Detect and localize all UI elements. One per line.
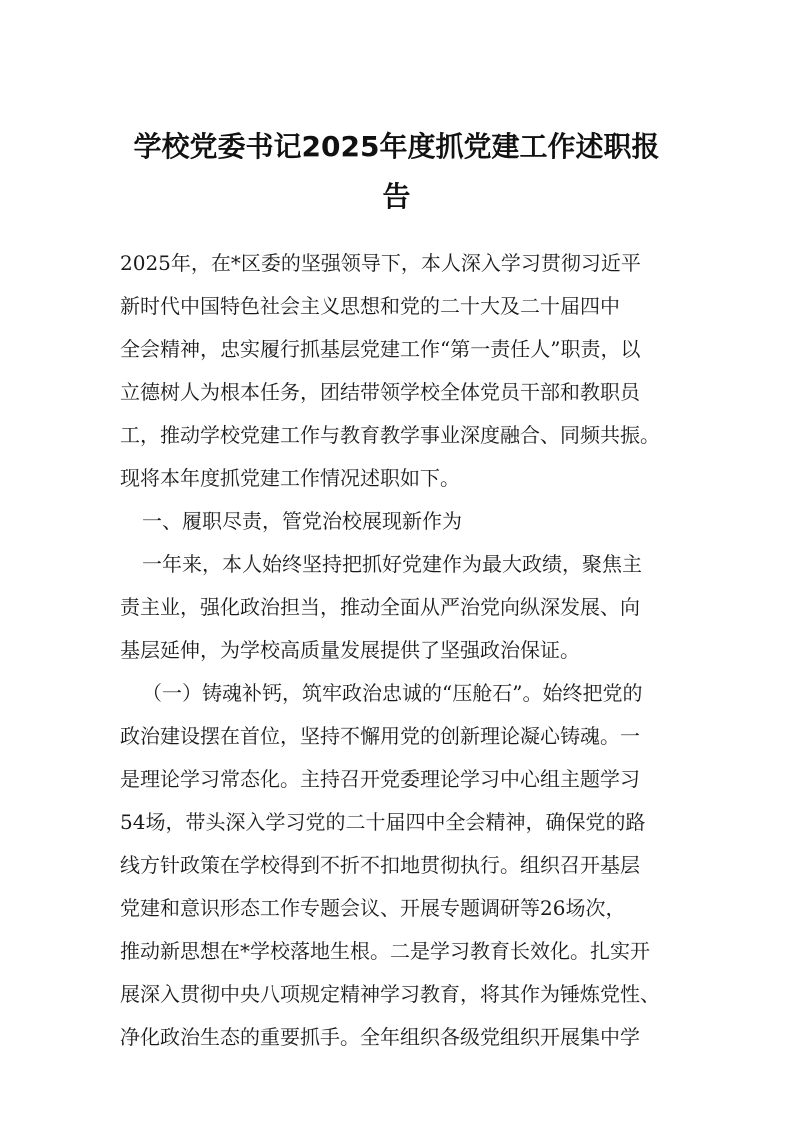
paragraph-line: 全会精神，忠实履行抓基层党建工作“第一责任人”职责，以 bbox=[120, 337, 641, 361]
paragraph-line: 新时代中国特色社会主义思想和党的二十大及二十届四中 bbox=[120, 294, 620, 318]
section-heading: 一、履职尽责，管党治校展现新作为 bbox=[142, 509, 462, 533]
paragraph-line: 政治建设摆在首位，坚持不懈用党的创新理论凝心铸魂。一 bbox=[120, 724, 640, 748]
paragraph-line: 54场，带头深入学习党的二十届四中全会精神，确保党的路 bbox=[120, 810, 646, 834]
paragraph-line: 基层延伸，为学校高质量发展提供了坚强政治保证。 bbox=[120, 638, 580, 662]
title-line-1: 学校党委书记2025年度抓党建工作述职报 bbox=[133, 130, 660, 163]
paragraph-line: 2025年，在*区委的坚强领导下，本人深入学习贯彻习近平 bbox=[120, 251, 641, 275]
paragraph-line: 线方针政策在学校得到不折不扣地贯彻执行。组织召开基层 bbox=[120, 853, 640, 877]
paragraph-line: 一年来，本人始终坚持把抓好党建作为最大政绩，聚焦主 bbox=[142, 552, 642, 576]
paragraph-line: 现将本年度抓党建工作情况述职如下。 bbox=[120, 466, 460, 490]
paragraph-line: 展深入贯彻中央八项规定精神学习教育，将其作为锤炼党性、 bbox=[120, 982, 660, 1006]
document-title bbox=[100, 122, 693, 222]
paragraph-line: 党建和意识形态工作专题会议、开展专题调研等26场次， bbox=[120, 896, 626, 920]
paragraph-line: 推动新思想在*学校落地生根。二是学习教育长效化。扎实开 bbox=[120, 939, 650, 963]
paragraph-line: 责主业，强化政治担当，推动全面从严治党向纵深发展、向 bbox=[120, 595, 640, 619]
paragraph-line: 净化政治生态的重要抓手。全年组织各级党组织开展集中学 bbox=[120, 1025, 640, 1049]
subsection-line: （一）铸魂补钙，筑牢政治忠诚的“压舱石”。始终把党的 bbox=[142, 681, 643, 705]
paragraph-line: 工，推动学校党建工作与教育教学事业深度融合、同频共振。 bbox=[120, 423, 660, 447]
paragraph-line: 立德树人为根本任务，团结带领学校全体党员干部和教职员 bbox=[120, 380, 640, 404]
title-line-2: 告 bbox=[382, 180, 411, 213]
paragraph-line: 是理论学习常态化。主持召开党委理论学习中心组主题学习 bbox=[120, 767, 640, 791]
